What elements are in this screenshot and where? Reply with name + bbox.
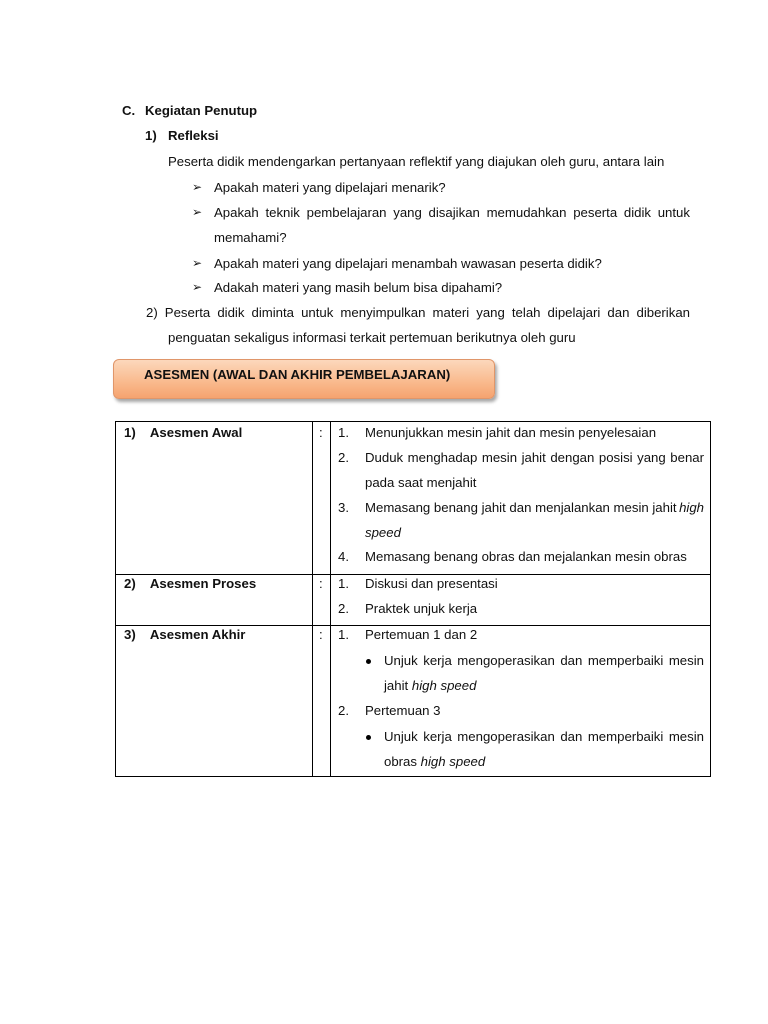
arrow-bullet-icon: ➢ — [192, 180, 203, 194]
table-item: Pertemuan 3 — [365, 703, 441, 718]
question-item: Adakah materi yang masih belum bisa dipahami? — [214, 280, 503, 295]
table-colon: : — [319, 627, 323, 642]
item-text: Memasang benang jahit dan menjalankan mesin jahit — [365, 500, 677, 515]
item-number: 1. — [338, 627, 349, 642]
reflection-intro: Peserta didik mendengarkan pertanyaan reflektif yang diajukan oleh guru, antara lain — [168, 154, 665, 169]
question-item: Apakah teknik pembelajaran yang disajikan memudahkan peserta didik untuk — [214, 205, 690, 220]
table-item: Pertemuan 1 dan 2 — [365, 627, 478, 642]
bullet-text: obras — [384, 754, 417, 769]
question-item: Apakah materi yang dipelajari menarik? — [214, 180, 446, 195]
assessment-table — [115, 421, 711, 777]
banner-title: ASESMEN (AWAL DAN AKHIR PEMBELAJARAN) — [144, 367, 451, 382]
subsection-number: 1) — [145, 128, 157, 143]
table-item — [365, 500, 704, 515]
item-italic-continuation: speed — [365, 525, 401, 540]
table-divider — [312, 422, 313, 776]
table-item: Praktek unjuk kerja — [365, 601, 478, 616]
row-label-asesmen-akhir: 3) Asesmen Akhir — [124, 627, 246, 642]
question-item: Apakah materi yang dipelajari menambah wawasan peserta didik? — [214, 256, 602, 271]
item-number: 2. — [338, 601, 349, 616]
section-title: Kegiatan Penutup — [145, 103, 258, 118]
bullet-text: jahit — [384, 678, 409, 693]
arrow-bullet-icon: ➢ — [192, 205, 203, 219]
table-item-continuation: pada saat menjahit — [365, 475, 477, 490]
subsection-title: Refleksi — [168, 128, 219, 143]
table-colon: : — [319, 425, 323, 440]
table-bullet-item: Unjuk kerja mengoperasikan dan memperbaiki mesin — [384, 729, 704, 744]
table-colon: : — [319, 576, 323, 591]
question-item-continuation: memahami? — [214, 230, 287, 245]
row-label-asesmen-proses: 2) Asesmen Proses — [124, 576, 257, 591]
table-row-divider — [116, 625, 710, 626]
table-row-divider — [116, 574, 710, 575]
table-item: Duduk menghadap mesin jahit dengan posisi yang benar — [365, 450, 704, 465]
table-bullet-continuation — [384, 754, 485, 769]
section-letter: C. — [122, 103, 136, 118]
row-label-asesmen-awal: 1) Asesmen Awal — [124, 425, 243, 440]
bullet-dot-icon — [366, 659, 371, 664]
item-number: 2. — [338, 450, 349, 465]
arrow-bullet-icon: ➢ — [192, 280, 203, 294]
table-bullet-continuation — [384, 678, 476, 693]
item-number: 2. — [338, 703, 349, 718]
bullet-dot-icon — [366, 735, 371, 740]
arrow-bullet-icon: ➢ — [192, 256, 203, 270]
item-number: 1. — [338, 576, 349, 591]
bullet-italic-text: high speed — [411, 678, 477, 693]
conclusion-line: 2) Peserta didik diminta untuk menyimpulkan materi yang telah dipelajari dan diberikan — [146, 305, 690, 320]
assessment-banner — [113, 359, 495, 399]
table-item: Memasang benang obras dan mejalankan mesin obras — [365, 549, 687, 564]
table-divider — [330, 422, 331, 776]
item-number: 3. — [338, 500, 349, 515]
bullet-italic-text: high speed — [420, 754, 486, 769]
item-number: 4. — [338, 549, 349, 564]
item-italic-text: high — [679, 500, 704, 515]
table-bullet-item: Unjuk kerja mengoperasikan dan memperbaiki mesin — [384, 653, 704, 668]
item-number: 1. — [338, 425, 349, 440]
conclusion-line-continuation: penguatan sekaligus informasi terkait pertemuan berikutnya oleh guru — [168, 330, 576, 345]
table-item: Diskusi dan presentasi — [365, 576, 498, 591]
table-item: Menunjukkan mesin jahit dan mesin penyelesaian — [365, 425, 657, 440]
